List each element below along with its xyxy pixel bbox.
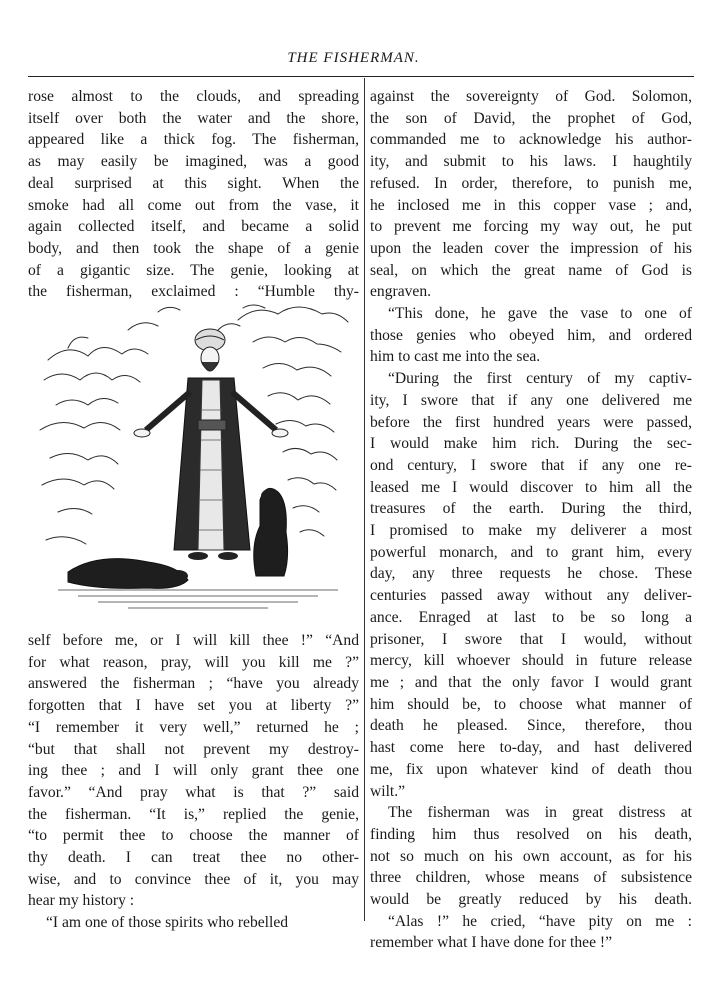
text-line: centuries passed away without any deliver- <box>370 587 692 605</box>
left-column-bottom <box>28 630 359 934</box>
text-line: the fisherman, exclaimed : “Humble thy- <box>28 283 359 301</box>
text-line: those genies who obeyed him, and ordered <box>370 326 692 344</box>
text-line: me, fix upon whatever kind of death thou <box>370 760 692 778</box>
text-line: seal, on which the great name of God is <box>370 261 692 279</box>
text-line: finding him thus resolved on his death, <box>370 825 692 843</box>
lying-dog <box>68 559 188 589</box>
text-line: him should be, to choose what manner of <box>370 695 692 713</box>
text-line: me ; and that the only favor I would grant <box>370 673 692 691</box>
text-line: “During the first century of my captiv- <box>388 370 692 388</box>
text-line: “Alas !” he cried, “have pity on me : <box>388 912 692 930</box>
text-line: commanded me to acknowledge his author- <box>370 131 692 149</box>
text-line: body, and then took the shape of a genie <box>28 239 359 257</box>
text-line: “I remember it very well,” returned he ; <box>28 718 359 736</box>
text-line: before the first hundred years were passed, <box>370 413 692 431</box>
header-rule <box>28 76 694 77</box>
text-line: hear my history : <box>28 892 135 910</box>
left-column-top <box>28 86 359 303</box>
text-line: three children, whose means of subsistence <box>370 869 692 887</box>
text-line: treasures of the earth. During the third, <box>370 500 692 518</box>
text-line: him to cast me into the sea. <box>370 348 541 366</box>
text-line: rose almost to the clouds, and spreading <box>28 88 359 105</box>
genie-engraving <box>38 300 358 620</box>
text-line: “to permit thee to choose the manner of <box>28 827 359 845</box>
text-line: hast come here to-day, and hast delivered <box>370 739 692 757</box>
text-line: ity, I swore that if any one delivered me <box>370 391 692 409</box>
genie-illustration <box>38 300 358 620</box>
text-line: ond century, I swore that if any one re- <box>370 456 692 474</box>
text-line: ing thee ; and I will only grant thee one <box>28 762 359 780</box>
text-line: the fisherman. “It is,” replied the genie, <box>28 805 359 823</box>
text-line: deal surprised at this sight. When the <box>28 174 359 192</box>
sitting-dog <box>254 488 288 576</box>
text-line: appeared like a thick fog. The fisherman, <box>28 131 359 149</box>
text-line: The fisherman was in great distress at <box>388 804 692 822</box>
text-line: against the sovereignty of God. Solomon, <box>370 88 692 105</box>
text-line: refused. In order, therefore, to punish me, <box>370 174 692 192</box>
text-line: of a gigantic size. The genie, looking at <box>28 261 359 279</box>
text-line: ity, and submit to his laws. I haughtily <box>370 153 692 171</box>
text-line: “but that shall not prevent my destroy- <box>28 740 359 758</box>
text-line: upon the leaden cover the impression of his <box>370 239 692 257</box>
right-column <box>370 86 692 954</box>
text-line: death he pleased. Since, therefore, thou <box>370 717 692 735</box>
text-line: wilt.” <box>370 782 406 800</box>
text-line: forgotten that I have set you at liberty ?” <box>28 697 359 715</box>
text-line: favor.” “And pray what is that ?” said <box>28 783 359 801</box>
text-line: smoke had all come out from the vase, it <box>28 196 359 214</box>
text-line: itself over both the water and the shore, <box>28 109 359 127</box>
text-line: self before me, or I will kill thee !” “And <box>28 632 359 649</box>
text-line: for what reason, pray, will you kill me ?” <box>28 653 359 671</box>
text-line: engraven. <box>370 283 432 301</box>
text-line: the son of David, the prophet of God, <box>370 109 692 127</box>
text-line: to prevent me forcing my way out, he put <box>370 218 692 236</box>
running-header: THE FISHERMAN. <box>287 50 420 66</box>
text-line: mercy, kill whoever should in future release <box>370 652 692 670</box>
text-line: leased me I would discover to him all the <box>370 478 692 496</box>
text-line: I would make him rich. During the sec- <box>370 435 692 453</box>
text-line: thy death. I can treat thee no other- <box>28 849 359 867</box>
text-line: remember what I have done for thee !” <box>370 934 613 952</box>
text-line: answered the fisherman ; “have you already <box>28 675 359 693</box>
text-line: “This done, he gave the vase to one of <box>388 305 692 323</box>
text-line: I promised to make my deliverer a most <box>370 522 692 540</box>
text-line: would be greatly reduced by his death. <box>370 891 692 909</box>
text-line: as may easily be imagined, was a good <box>28 153 359 171</box>
text-line: day, any three requests he chose. These <box>370 565 692 583</box>
text-line: powerful monarch, and to grant him, every <box>370 543 692 561</box>
text-line: again collected itself, and became a solid <box>28 218 359 236</box>
text-line: “I am one of those spirits who rebelled <box>46 914 289 932</box>
text-line: not so much on his own account, as for his <box>370 847 692 865</box>
column-divider <box>364 78 365 921</box>
text-line: ance. Enraged at last to be so long a <box>370 608 692 626</box>
text-line: he inclosed me in this copper vase ; and, <box>370 196 692 214</box>
text-line: prisoner, I swore that I would, without <box>370 630 692 648</box>
text-line: wise, and to convince thee of it, you may <box>28 870 359 888</box>
